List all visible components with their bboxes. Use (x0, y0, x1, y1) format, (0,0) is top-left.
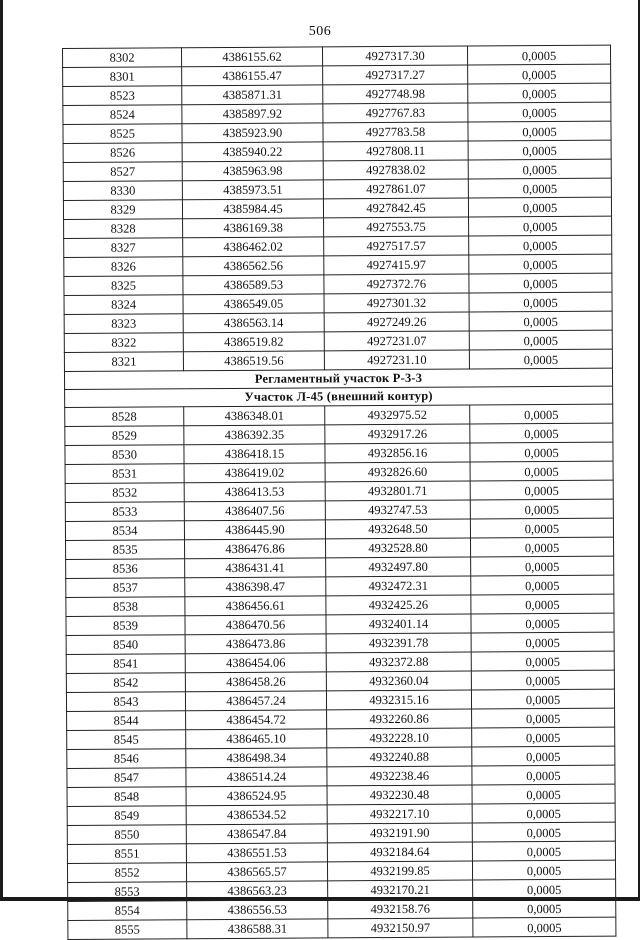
point-id-cell: 8535 (66, 540, 185, 560)
table-row (65, 499, 613, 521)
y-coordinate-cell: 4932826.60 (325, 462, 470, 482)
x-coordinate-cell: 4386519.82 (183, 332, 324, 352)
tolerance-cell: 0,0005 (469, 273, 612, 293)
point-id-cell: 8525 (63, 124, 182, 144)
x-coordinate-cell: 4386462.02 (183, 237, 324, 257)
tolerance-cell: 0,0005 (467, 45, 610, 65)
tolerance-cell: 0,0005 (473, 879, 616, 899)
table-row (66, 575, 614, 597)
point-id-cell: 8551 (67, 844, 186, 864)
y-coordinate-cell: 4927317.27 (323, 65, 468, 85)
page-number: 506 (308, 24, 332, 39)
point-id-cell: 8330 (63, 181, 182, 201)
x-coordinate-cell: 4386431.41 (185, 558, 326, 578)
tolerance-cell: 0,0005 (469, 349, 612, 369)
y-coordinate-cell: 4927415.97 (324, 255, 469, 275)
point-id-cell: 8534 (65, 521, 184, 541)
y-coordinate-cell: 4932228.10 (327, 728, 472, 748)
tolerance-cell: 0,0005 (470, 480, 613, 500)
x-coordinate-cell: 4386549.05 (183, 294, 324, 314)
y-coordinate-cell: 4932497.80 (326, 557, 471, 577)
table-row (67, 784, 615, 806)
table-row (67, 822, 615, 844)
x-coordinate-cell: 4386413.53 (184, 482, 325, 502)
tolerance-cell: 0,0005 (469, 292, 612, 312)
x-coordinate-cell: 4386419.02 (184, 463, 325, 483)
table-row (67, 708, 615, 730)
y-coordinate-cell: 4927249.26 (324, 312, 469, 332)
table-row (63, 45, 611, 67)
tolerance-cell: 0,0005 (468, 121, 611, 141)
tolerance-cell: 0,0005 (471, 594, 614, 614)
y-coordinate-cell: 4932158.76 (328, 899, 473, 919)
x-coordinate-cell: 4386556.53 (187, 900, 328, 920)
tolerance-cell: 0,0005 (468, 197, 611, 217)
point-id-cell: 8550 (67, 825, 186, 845)
tolerance-cell: 0,0005 (472, 746, 615, 766)
tolerance-cell: 0,0005 (469, 216, 612, 236)
coordinates-table-body-a (63, 45, 613, 371)
table-row (65, 461, 613, 483)
tolerance-cell: 0,0005 (472, 784, 615, 804)
point-id-cell: 8326 (64, 257, 183, 277)
y-coordinate-cell: 4927838.02 (323, 160, 468, 180)
table-row (67, 727, 615, 749)
y-coordinate-cell: 4932217.10 (327, 804, 472, 824)
point-id-cell: 8325 (64, 276, 183, 296)
y-coordinate-cell: 4932801.71 (325, 481, 470, 501)
x-coordinate-cell: 4386470.56 (185, 615, 326, 635)
x-coordinate-cell: 4386563.14 (183, 313, 324, 333)
x-coordinate-cell: 4386589.53 (183, 275, 324, 295)
point-id-cell: 8528 (65, 407, 184, 427)
tolerance-cell: 0,0005 (468, 159, 611, 179)
section-headings (64, 368, 612, 407)
table-row (63, 121, 611, 143)
tolerance-cell: 0,0005 (469, 311, 612, 331)
y-coordinate-cell: 4932975.52 (325, 405, 470, 425)
table-row (64, 273, 612, 295)
tolerance-cell: 0,0005 (472, 841, 615, 861)
x-coordinate-cell: 4386534.52 (186, 805, 327, 825)
y-coordinate-cell: 4932372.88 (326, 652, 471, 672)
point-id-cell: 8323 (64, 314, 183, 334)
y-coordinate-cell: 4927231.10 (324, 350, 469, 370)
tolerance-cell: 0,0005 (471, 556, 614, 576)
table-row (63, 178, 611, 200)
y-coordinate-cell: 4932401.14 (326, 614, 471, 634)
point-id-cell: 8526 (63, 143, 182, 163)
y-coordinate-cell: 4932472.31 (326, 576, 471, 596)
x-coordinate-cell: 4386457.24 (185, 691, 326, 711)
tolerance-cell: 0,0005 (470, 499, 613, 519)
table-row (66, 632, 614, 654)
y-coordinate-cell: 4927861.07 (323, 179, 468, 199)
y-coordinate-cell: 4927372.76 (324, 274, 469, 294)
point-id-cell: 8541 (66, 654, 185, 674)
y-coordinate-cell: 4927783.58 (323, 122, 468, 142)
y-coordinate-cell: 4932191.90 (327, 823, 472, 843)
tolerance-cell: 0,0005 (472, 803, 615, 823)
table-row (67, 765, 615, 787)
point-id-cell: 8549 (67, 806, 186, 826)
y-coordinate-cell: 4927553.75 (324, 217, 469, 237)
table-row (65, 442, 613, 464)
x-coordinate-cell: 4385897.92 (182, 104, 323, 124)
table-row (65, 423, 613, 445)
point-id-cell: 8524 (63, 105, 182, 125)
point-id-cell: 8545 (67, 730, 186, 750)
tolerance-cell: 0,0005 (473, 917, 616, 937)
x-coordinate-cell: 4385871.31 (182, 85, 323, 105)
tolerance-cell: 0,0005 (470, 423, 613, 443)
x-coordinate-cell: 4386551.53 (186, 843, 327, 863)
tolerance-cell: 0,0005 (472, 822, 615, 842)
point-id-cell: 8329 (63, 200, 182, 220)
table-row (68, 917, 616, 939)
x-coordinate-cell: 4386392.35 (184, 425, 325, 445)
point-id-cell: 8532 (65, 483, 184, 503)
point-id-cell: 8328 (64, 219, 183, 239)
x-coordinate-cell: 4386498.34 (186, 748, 327, 768)
table-row (63, 140, 611, 162)
x-coordinate-cell: 4386524.95 (186, 786, 327, 806)
point-id-cell: 8543 (66, 692, 185, 712)
x-coordinate-cell: 4385984.45 (182, 199, 323, 219)
tolerance-cell: 0,0005 (472, 765, 615, 785)
point-id-cell: 8546 (67, 749, 186, 769)
y-coordinate-cell: 4927842.45 (323, 198, 468, 218)
y-coordinate-cell: 4932230.48 (327, 785, 472, 805)
table-row (66, 670, 614, 692)
tolerance-cell: 0,0005 (468, 64, 611, 84)
tolerance-cell: 0,0005 (471, 651, 614, 671)
x-coordinate-cell: 4386456.61 (185, 596, 326, 616)
tolerance-cell: 0,0005 (471, 613, 614, 633)
tolerance-cell: 0,0005 (471, 632, 614, 652)
table-row (63, 83, 611, 105)
x-coordinate-cell: 4386563.23 (187, 881, 328, 901)
tolerance-cell: 0,0005 (472, 727, 615, 747)
y-coordinate-cell: 4932648.50 (325, 519, 470, 539)
tolerance-cell: 0,0005 (472, 708, 615, 728)
x-coordinate-cell: 4386476.86 (185, 539, 326, 559)
tolerance-cell: 0,0005 (471, 575, 614, 595)
point-id-cell: 8301 (63, 67, 182, 87)
coordinates-table-body-b (65, 404, 616, 939)
table-row (64, 330, 612, 352)
point-id-cell: 8552 (67, 863, 186, 883)
point-id-cell: 8542 (66, 673, 185, 693)
y-coordinate-cell: 4932199.85 (327, 861, 472, 881)
x-coordinate-cell: 4386155.62 (182, 47, 323, 67)
y-coordinate-cell: 4927517.57 (324, 236, 469, 256)
x-coordinate-cell: 4385923.90 (182, 123, 323, 143)
point-id-cell: 8327 (64, 238, 183, 258)
table-row (67, 860, 615, 882)
point-id-cell: 8529 (65, 426, 184, 446)
section-title: Регламентный участок Р-3-3 (64, 368, 612, 389)
y-coordinate-cell: 4932238.46 (327, 766, 472, 786)
x-coordinate-cell: 4386407.56 (184, 501, 325, 521)
table-row (65, 404, 613, 426)
x-coordinate-cell: 4385940.22 (182, 142, 323, 162)
y-coordinate-cell: 4932856.16 (325, 443, 470, 463)
x-coordinate-cell: 4386398.47 (185, 577, 326, 597)
tolerance-cell: 0,0005 (470, 404, 613, 424)
y-coordinate-cell: 4932315.16 (326, 690, 471, 710)
y-coordinate-cell: 4932747.53 (325, 500, 470, 520)
coordinates-table (62, 45, 616, 940)
x-coordinate-cell: 4386458.26 (185, 672, 326, 692)
point-id-cell: 8538 (66, 597, 185, 617)
y-coordinate-cell: 4932170.21 (328, 880, 473, 900)
table-row (63, 64, 611, 86)
x-coordinate-cell: 4385973.51 (182, 180, 323, 200)
x-coordinate-cell: 4386588.31 (187, 919, 328, 939)
table-row (65, 518, 613, 540)
tolerance-cell: 0,0005 (468, 178, 611, 198)
y-coordinate-cell: 4927301.32 (324, 293, 469, 313)
table-row (64, 349, 612, 371)
table-row (66, 651, 614, 673)
y-coordinate-cell: 4932917.26 (325, 424, 470, 444)
x-coordinate-cell: 4386445.90 (184, 520, 325, 540)
x-coordinate-cell: 4386519.56 (183, 351, 324, 371)
table-row (66, 537, 614, 559)
tolerance-cell: 0,0005 (472, 860, 615, 880)
tolerance-cell: 0,0005 (469, 235, 612, 255)
x-coordinate-cell: 4386454.72 (186, 710, 327, 730)
table-row (63, 197, 611, 219)
point-id-cell: 8553 (68, 882, 187, 902)
y-coordinate-cell: 4927767.83 (323, 103, 468, 123)
x-coordinate-cell: 4386562.56 (183, 256, 324, 276)
y-coordinate-cell: 4927748.98 (323, 84, 468, 104)
x-coordinate-cell: 4385963.98 (182, 161, 323, 181)
tolerance-cell: 0,0005 (473, 898, 616, 918)
tolerance-cell: 0,0005 (469, 254, 612, 274)
y-coordinate-cell: 4932425.26 (326, 595, 471, 615)
tolerance-cell: 0,0005 (469, 330, 612, 350)
x-coordinate-cell: 4386454.06 (185, 653, 326, 673)
y-coordinate-cell: 4932260.86 (327, 709, 472, 729)
x-coordinate-cell: 4386348.01 (184, 406, 325, 426)
tolerance-cell: 0,0005 (470, 442, 613, 462)
tolerance-cell: 0,0005 (468, 83, 611, 103)
tolerance-cell: 0,0005 (471, 670, 614, 690)
page-edge-left (0, 0, 3, 901)
x-coordinate-cell: 4386418.15 (184, 444, 325, 464)
x-coordinate-cell: 4386514.24 (186, 767, 327, 787)
table-row (64, 254, 612, 276)
point-id-cell: 8530 (65, 445, 184, 465)
y-coordinate-cell: 4932150.97 (328, 918, 473, 938)
table-row (66, 594, 614, 616)
point-id-cell: 8544 (67, 711, 186, 731)
x-coordinate-cell: 4386169.38 (183, 218, 324, 238)
table-row (66, 556, 614, 578)
point-id-cell: 8536 (66, 559, 185, 579)
tolerance-cell: 0,0005 (470, 518, 613, 538)
table-row (67, 803, 615, 825)
point-id-cell: 8533 (65, 502, 184, 522)
y-coordinate-cell: 4932391.78 (326, 633, 471, 653)
table-row (67, 746, 615, 768)
x-coordinate-cell: 4386565.57 (186, 862, 327, 882)
tolerance-cell: 0,0005 (471, 689, 614, 709)
table-row (64, 292, 612, 314)
point-id-cell: 8321 (64, 352, 183, 372)
table-row (67, 841, 615, 863)
point-id-cell: 8302 (63, 48, 182, 68)
x-coordinate-cell: 4386465.10 (186, 729, 327, 749)
table-row (64, 216, 612, 238)
point-id-cell: 8554 (68, 901, 187, 921)
x-coordinate-cell: 4386473.86 (185, 634, 326, 654)
y-coordinate-cell: 4932184.64 (327, 842, 472, 862)
table-row (63, 102, 611, 124)
table-row (66, 613, 614, 635)
point-id-cell: 8527 (63, 162, 182, 182)
table-row (64, 311, 612, 333)
tolerance-cell: 0,0005 (468, 102, 611, 122)
y-coordinate-cell: 4932240.88 (327, 747, 472, 767)
y-coordinate-cell: 4927231.07 (324, 331, 469, 351)
y-coordinate-cell: 4932360.04 (326, 671, 471, 691)
point-id-cell: 8547 (67, 768, 186, 788)
point-id-cell: 8539 (66, 616, 185, 636)
table-row (66, 689, 614, 711)
point-id-cell: 8540 (66, 635, 185, 655)
x-coordinate-cell: 4386155.47 (182, 66, 323, 86)
y-coordinate-cell: 4927317.30 (322, 46, 467, 66)
y-coordinate-cell: 4932528.80 (326, 538, 471, 558)
table-row (68, 898, 616, 920)
y-coordinate-cell: 4927808.11 (323, 141, 468, 161)
point-id-cell: 8548 (67, 787, 186, 807)
x-coordinate-cell: 4386547.84 (186, 824, 327, 844)
point-id-cell: 8531 (65, 464, 184, 484)
point-id-cell: 8523 (63, 86, 182, 106)
tolerance-cell: 0,0005 (471, 537, 614, 557)
table-row (68, 879, 616, 901)
table-row (64, 235, 612, 257)
section-subtitle: Участок Л-45 (внешний контур) (65, 386, 613, 407)
point-id-cell: 8537 (66, 578, 185, 598)
tolerance-cell: 0,0005 (470, 461, 613, 481)
table-row (63, 159, 611, 181)
point-id-cell: 8322 (64, 333, 183, 353)
table-row (65, 480, 613, 502)
point-id-cell: 8555 (68, 920, 187, 940)
point-id-cell: 8324 (64, 295, 183, 315)
tolerance-cell: 0,0005 (468, 140, 611, 160)
